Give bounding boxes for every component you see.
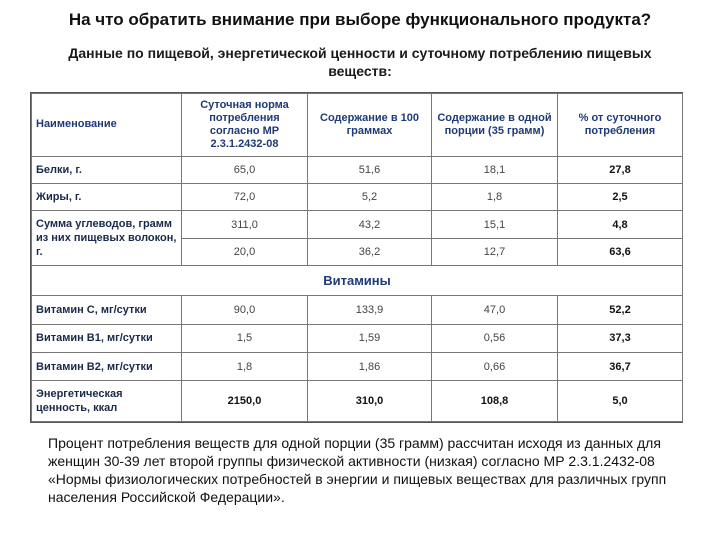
section-row xyxy=(32,266,683,296)
cell-portion: 0,56 xyxy=(432,324,558,352)
header-name: Наименование xyxy=(32,94,182,157)
row-name: Витамин С, мг/сутки xyxy=(32,296,182,324)
cell-per100: 1,86 xyxy=(308,353,432,381)
table-row xyxy=(32,184,683,211)
cell-per100: 133,9 xyxy=(308,296,432,324)
cell-portion: 15,1 xyxy=(432,211,558,238)
header-portion: Содержание в одной порции (35 грамм) xyxy=(432,94,558,157)
cell-percent: 27,8 xyxy=(558,156,683,183)
cell-percent: 36,7 xyxy=(558,353,683,381)
table-row xyxy=(32,296,683,324)
cell-per100: 36,2 xyxy=(308,238,432,265)
table-row xyxy=(32,156,683,183)
cell-percent: 2,5 xyxy=(558,184,683,211)
header-per100: Содержание в 100 граммах xyxy=(308,94,432,157)
cell-percent: 37,3 xyxy=(558,324,683,352)
row-name: Белки, г. xyxy=(32,156,182,183)
cell-portion: 108,8 xyxy=(432,381,558,422)
cell-norm: 65,0 xyxy=(182,156,308,183)
table-row xyxy=(32,324,683,352)
page-title: На что обратить внимание при выборе функционального продукта? xyxy=(68,10,652,29)
cell-percent: 4,8 xyxy=(558,211,683,238)
cell-norm: 2150,0 xyxy=(182,381,308,422)
row-name: Сумма углеводов, грамм из них пищевых волокон, г. xyxy=(32,211,182,266)
table-header-row xyxy=(32,94,683,157)
header-percent: % от суточного потребления xyxy=(558,94,683,157)
table-row xyxy=(32,211,683,238)
cell-portion: 0,66 xyxy=(432,353,558,381)
cell-norm: 1,5 xyxy=(182,324,308,352)
row-name: Витамин В2, мг/сутки xyxy=(32,353,182,381)
cell-norm: 72,0 xyxy=(182,184,308,211)
cell-norm: 311,0 xyxy=(182,211,308,238)
cell-portion: 1,8 xyxy=(432,184,558,211)
cell-portion: 18,1 xyxy=(432,156,558,183)
cell-portion: 12,7 xyxy=(432,238,558,265)
cell-per100: 5,2 xyxy=(308,184,432,211)
row-name: Энергетическая ценность, ккал xyxy=(32,381,182,422)
cell-norm: 20,0 xyxy=(182,238,308,265)
cell-percent: 63,6 xyxy=(558,238,683,265)
cell-norm: 1,8 xyxy=(182,353,308,381)
cell-norm: 90,0 xyxy=(182,296,308,324)
table-row xyxy=(32,353,683,381)
nutrition-table xyxy=(31,93,683,422)
cell-percent: 52,2 xyxy=(558,296,683,324)
cell-per100: 1,59 xyxy=(308,324,432,352)
cell-portion: 47,0 xyxy=(432,296,558,324)
header-norm: Суточная норма потребления согласно МР 2.3.1.2432-08 xyxy=(182,94,308,157)
page-subtitle: Данные по пищевой, энергетической ценности и суточному потреблению пищевых веществ: xyxy=(68,45,652,79)
row-name: Витамин В1, мг/сутки xyxy=(32,324,182,352)
cell-per100: 310,0 xyxy=(308,381,432,422)
cell-percent: 5,0 xyxy=(558,381,683,422)
cell-per100: 43,2 xyxy=(308,211,432,238)
cell-per100: 51,6 xyxy=(308,156,432,183)
table-row xyxy=(32,381,683,422)
section-vitamins: Витамины xyxy=(32,266,683,296)
nutrition-table-frame xyxy=(30,92,683,423)
row-name: Жиры, г. xyxy=(32,184,182,211)
footnote: Процент потребления веществ для одной порции (35 грамм) рассчитан исходя из данных для женщин 30-39 лет второй группы физической активности (низкая) согласно МР 2.3.1.2432-08 «Нормы физиологических потребностей в энергии и пищевых веществах для различных групп населения Российской Федерации». xyxy=(48,435,667,505)
